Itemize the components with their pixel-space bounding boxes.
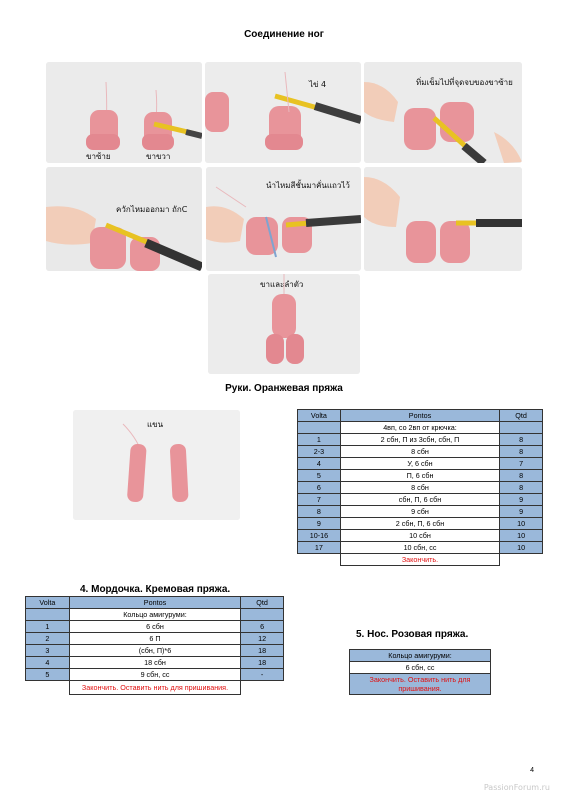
finish-text: Закончить. Оставить нить для пришивания. — [69, 681, 240, 695]
table-row — [298, 446, 543, 458]
pontos-cell: П, 6 сбн — [340, 470, 499, 482]
table-row — [26, 657, 284, 669]
pontos-cell: У, 6 сбн — [340, 458, 499, 470]
table-row — [298, 434, 543, 446]
volta-cell: 10-16 — [298, 530, 341, 542]
photo-legs-5 — [206, 167, 361, 271]
volta-cell — [26, 609, 70, 621]
nose-title: 5. Нос. Розовая пряжа. — [356, 629, 469, 640]
qtd-cell: 10 — [500, 530, 543, 542]
arms-table — [297, 409, 543, 566]
col-header: Qtd — [500, 410, 543, 422]
pontos-cell: 9 сбн — [340, 506, 499, 518]
col-header: Volta — [298, 410, 341, 422]
table-row — [298, 482, 543, 494]
col-header: Pontos — [340, 410, 499, 422]
volta-cell: 4 — [298, 458, 341, 470]
finish-text: Закончить. — [340, 554, 499, 566]
finish-row — [350, 674, 491, 695]
photo-caption: แขน — [147, 420, 164, 429]
qtd-cell: 8 — [500, 482, 543, 494]
pontos-cell: Кольцо амигуруми: — [69, 609, 240, 621]
pontos-cell: 8 сбн — [340, 446, 499, 458]
arms-title: Руки. Оранжевая пряжа — [225, 383, 343, 394]
volta-cell: 2-3 — [298, 446, 341, 458]
finish-row — [298, 554, 543, 566]
qtd-cell: 6 — [241, 621, 284, 633]
muzzle-table — [25, 596, 284, 695]
pontos-cell: Кольцо амигуруми: — [350, 650, 491, 662]
pontos-cell: (сбн, П)*6 — [69, 645, 240, 657]
volta-cell: 1 — [298, 434, 341, 446]
volta-cell: 5 — [298, 470, 341, 482]
table-row — [350, 650, 491, 662]
empty-cell — [500, 554, 543, 566]
table-row — [298, 470, 543, 482]
table-row — [298, 518, 543, 530]
volta-cell: 2 — [26, 633, 70, 645]
volta-cell: 5 — [26, 669, 70, 681]
volta-cell: 6 — [298, 482, 341, 494]
pontos-cell: 6 П — [69, 633, 240, 645]
qtd-cell: 8 — [500, 434, 543, 446]
volta-cell: 9 — [298, 518, 341, 530]
photo-legs-1 — [46, 62, 202, 163]
photo-caption: ควักไหมออกมา ถักC — [116, 205, 188, 214]
photo-legs-4 — [46, 167, 202, 271]
photo-legs-7 — [208, 274, 360, 374]
pontos-cell: 6 сбн, сс — [350, 662, 491, 674]
pontos-cell: 2 сбн, П, 6 сбн — [340, 518, 499, 530]
qtd-cell: 10 — [500, 542, 543, 554]
qtd-cell: 9 — [500, 494, 543, 506]
volta-cell — [298, 422, 341, 434]
table-row — [298, 530, 543, 542]
table-row — [298, 542, 543, 554]
pontos-cell: 10 сбн, сс — [340, 542, 499, 554]
photo-caption: นำไหมสีชั้นมาคั่นแถวไว้ — [266, 181, 350, 190]
table-row — [26, 669, 284, 681]
table-row — [26, 645, 284, 657]
empty-cell — [26, 681, 70, 695]
pontos-cell: 8 сбн — [340, 482, 499, 494]
qtd-cell: 10 — [500, 518, 543, 530]
empty-cell — [241, 681, 284, 695]
volta-cell: 3 — [26, 645, 70, 657]
volta-cell: 8 — [298, 506, 341, 518]
col-header: Qtd — [241, 597, 284, 609]
qtd-cell: - — [241, 669, 284, 681]
empty-cell — [298, 554, 341, 566]
table-header-row — [26, 597, 284, 609]
photo-caption: ขาซ้าย — [86, 152, 111, 161]
qtd-cell: 18 — [241, 645, 284, 657]
table-row — [26, 633, 284, 645]
table-row — [350, 662, 491, 674]
pontos-cell: 6 сбн — [69, 621, 240, 633]
col-header: Pontos — [69, 597, 240, 609]
qtd-cell: 8 — [500, 470, 543, 482]
volta-cell: 1 — [26, 621, 70, 633]
volta-cell: 7 — [298, 494, 341, 506]
table-row — [298, 506, 543, 518]
table-row — [26, 621, 284, 633]
page-number: 4 — [530, 767, 534, 774]
qtd-cell: 9 — [500, 506, 543, 518]
qtd-cell — [500, 422, 543, 434]
qtd-cell — [241, 609, 284, 621]
photo-legs-6 — [364, 167, 522, 271]
photo-arms — [73, 410, 240, 520]
pontos-cell: 10 сбн — [340, 530, 499, 542]
photo-caption: ไข่ 4 — [309, 80, 327, 89]
finish-text: Закончить. Оставить нить для пришивания. — [350, 674, 491, 695]
qtd-cell: 12 — [241, 633, 284, 645]
pontos-cell: 2 сбн, П из 3сбн, сбн, П — [340, 434, 499, 446]
table-row — [298, 458, 543, 470]
qtd-cell: 8 — [500, 446, 543, 458]
volta-cell: 17 — [298, 542, 341, 554]
volta-cell: 4 — [26, 657, 70, 669]
table-row — [298, 494, 543, 506]
pontos-cell: 4вп, со 2вп от крючка: — [340, 422, 499, 434]
photo-legs-2 — [205, 62, 361, 163]
table-row — [26, 609, 284, 621]
photo-legs-3 — [364, 62, 522, 163]
table-row — [298, 422, 543, 434]
finish-row — [26, 681, 284, 695]
pontos-cell: 9 сбн, сс — [69, 669, 240, 681]
pontos-cell: 18 сбн — [69, 657, 240, 669]
nose-table — [349, 649, 491, 695]
photo-caption: ขาขวา — [146, 152, 171, 161]
pontos-cell: сбн, П, 6 сбн — [340, 494, 499, 506]
qtd-cell: 7 — [500, 458, 543, 470]
page-title: Соединение ног — [244, 29, 324, 40]
qtd-cell: 18 — [241, 657, 284, 669]
col-header: Volta — [26, 597, 70, 609]
photo-caption: ทิ่มเข็มไปที่จุดจบของขาซ้าย — [416, 78, 513, 87]
muzzle-title: 4. Мордочка. Кремовая пряжа. — [80, 584, 231, 595]
table-header-row — [298, 410, 543, 422]
watermark: PassionForum.ru — [483, 783, 550, 792]
photo-caption: ขาและลำตัว — [260, 280, 304, 289]
